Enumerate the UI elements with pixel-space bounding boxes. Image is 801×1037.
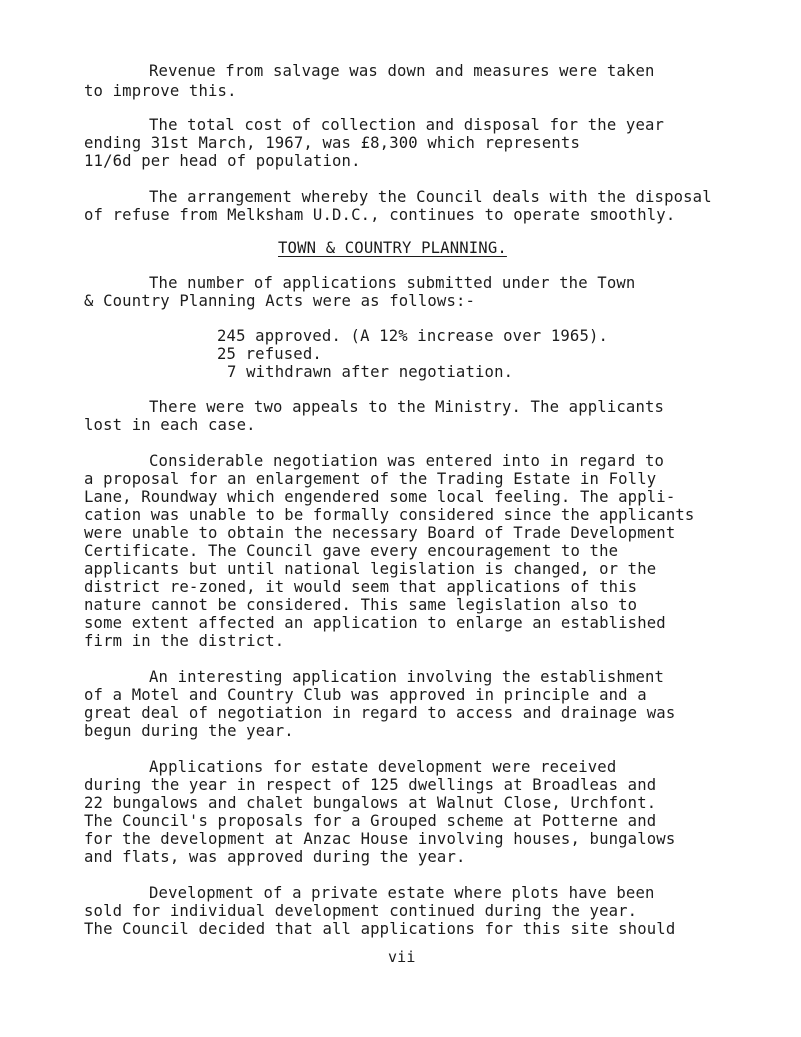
paragraph-cost-line-1: The total cost of collection and disposal for the year (149, 116, 665, 134)
section-heading-town-country-planning: TOWN & COUNTRY PLANNING. (278, 239, 507, 257)
paragraph-appeals-line-2: lost in each case. (84, 416, 256, 434)
paragraph-trading-estate-line-10: some extent affected an application to enlarge an established (84, 614, 666, 632)
paragraph-estate-development-line-4: The Council's proposals for a Grouped scheme at Potterne and (84, 812, 657, 830)
paragraph-trading-estate-line-4: cation was unable to be formally considered since the applicants (84, 506, 695, 524)
paragraph-cost-line-3: 11/6d per head of population. (84, 152, 361, 170)
paragraph-cost-line-2: ending 31st March, 1967, was £8,300 which represents (84, 134, 580, 152)
paragraph-salvage-line-1: Revenue from salvage was down and measures were taken (149, 62, 655, 80)
paragraph-trading-estate-line-8: district re-zoned, it would seem that applications of this (84, 578, 638, 596)
paragraph-trading-estate-line-6: Certificate. The Council gave every encouragement to the (84, 542, 619, 560)
paragraph-arrangement-line-1: The arrangement whereby the Council deals with the disposal (149, 188, 712, 206)
paragraph-trading-estate-line-9: nature cannot be considered. This same legislation also to (84, 596, 638, 614)
paragraph-private-estate-line-3: The Council decided that all applications for this site should (84, 920, 676, 938)
paragraph-private-estate-line-1: Development of a private estate where plots have been (149, 884, 655, 902)
paragraph-salvage-line-2: to improve this. (84, 82, 237, 100)
list-item-withdrawn: 7 withdrawn after negotiation. (227, 363, 514, 381)
paragraph-trading-estate-line-7: applicants but until national legislation is changed, or the (84, 560, 657, 578)
paragraph-estate-development-line-5: for the development at Anzac House involving houses, bungalows (84, 830, 676, 848)
paragraph-estate-development-line-6: and flats, was approved during the year. (84, 848, 466, 866)
page-number: vii (388, 948, 416, 966)
paragraph-arrangement-line-2: of refuse from Melksham U.D.C., continues to operate smoothly. (84, 206, 676, 224)
paragraph-private-estate-line-2: sold for individual development continued during the year. (84, 902, 638, 920)
paragraph-trading-estate-line-2: a proposal for an enlargement of the Trading Estate in Folly (84, 470, 657, 488)
paragraph-applications-line-2: & Country Planning Acts were as follows:- (84, 292, 476, 310)
paragraph-trading-estate-line-5: were unable to obtain the necessary Board of Trade Development (84, 524, 676, 542)
paragraph-estate-development-line-3: 22 bungalows and chalet bungalows at Walnut Close, Urchfont. (84, 794, 657, 812)
paragraph-trading-estate-line-11: firm in the district. (84, 632, 285, 650)
list-item-refused: 25 refused. (217, 345, 322, 363)
paragraph-estate-development-line-2: during the year in respect of 125 dwellings at Broadleas and (84, 776, 657, 794)
paragraph-trading-estate-line-1: Considerable negotiation was entered into in regard to (149, 452, 665, 470)
list-item-approved: 245 approved. (A 12% increase over 1965). (217, 327, 609, 345)
paragraph-appeals-line-1: There were two appeals to the Ministry. The applicants (149, 398, 665, 416)
paragraph-motel-line-4: begun during the year. (84, 722, 294, 740)
paragraph-applications-line-1: The number of applications submitted under the Town (149, 274, 636, 292)
paragraph-motel-line-1: An interesting application involving the establishment (149, 668, 665, 686)
paragraph-motel-line-3: great deal of negotiation in regard to access and drainage was (84, 704, 676, 722)
paragraph-trading-estate-line-3: Lane, Roundway which engendered some local feeling. The appli- (84, 488, 676, 506)
paragraph-motel-line-2: of a Motel and Country Club was approved in principle and a (84, 686, 647, 704)
paragraph-estate-development-line-1: Applications for estate development were received (149, 758, 617, 776)
